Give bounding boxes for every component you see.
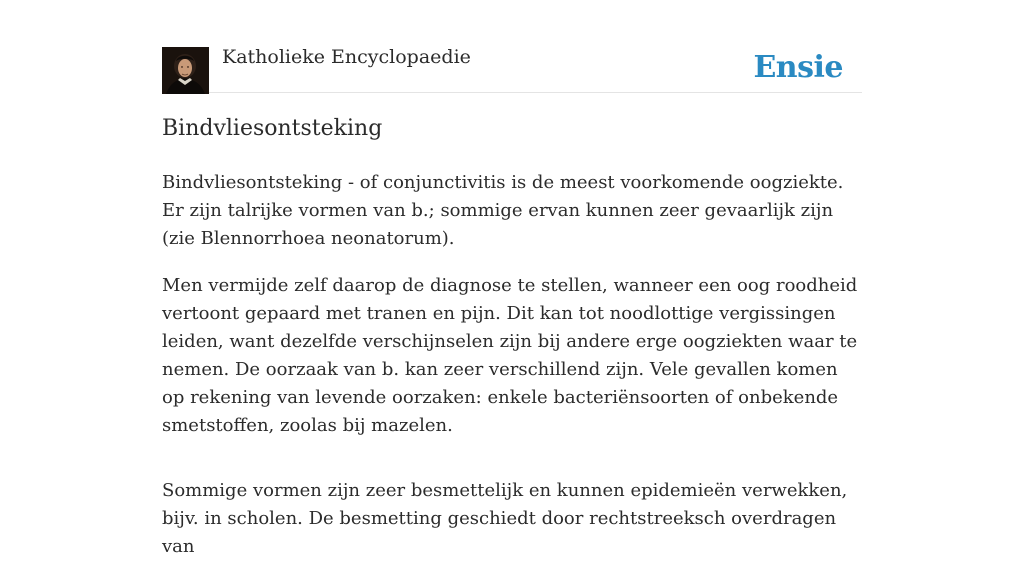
ensie-logo[interactable]: Ensie [753, 50, 843, 85]
article-paragraph: Bindvliesontsteking - of conjunctivitis is de meest voorkomende oogziekte. Er zijn talrijke vormen van b.; sommige ervan kunnen zeer gevaarlijk zijn (zie Blennorrhoea neonatorum). [162, 172, 844, 249]
article-title: Bindvliesontsteking [162, 116, 383, 141]
source-name[interactable]: Katholieke Encyclopaedie [222, 46, 471, 68]
portrait-avatar-icon[interactable] [162, 47, 209, 94]
article-body [162, 169, 862, 580]
header [162, 0, 862, 93]
article-paragraph: Men vermijde zelf daarop de diagnose te stellen, wanneer een oog roodheid vertoont gepaard met tranen en pijn. Dit kan tot noodlottige vergissingen leiden, want dezelfde verschijnselen zijn bij andere erge oogziekten waar te nemen. De oorzaak van b. kan zeer verschillend zijn. Vele gevallen komen op rekening van levende oorzaken: enkele bacteriënsoorten of onbekende smetstoffen, zoolas bij mazelen. [162, 275, 858, 436]
page-container [162, 0, 862, 557]
article-paragraph: Sommige vormen zijn zeer besmettelijk en kunnen epidemieën verwekken, bijv. in scholen. De besmetting geschiedt door rechtstreeksch overdragen van [162, 480, 848, 557]
